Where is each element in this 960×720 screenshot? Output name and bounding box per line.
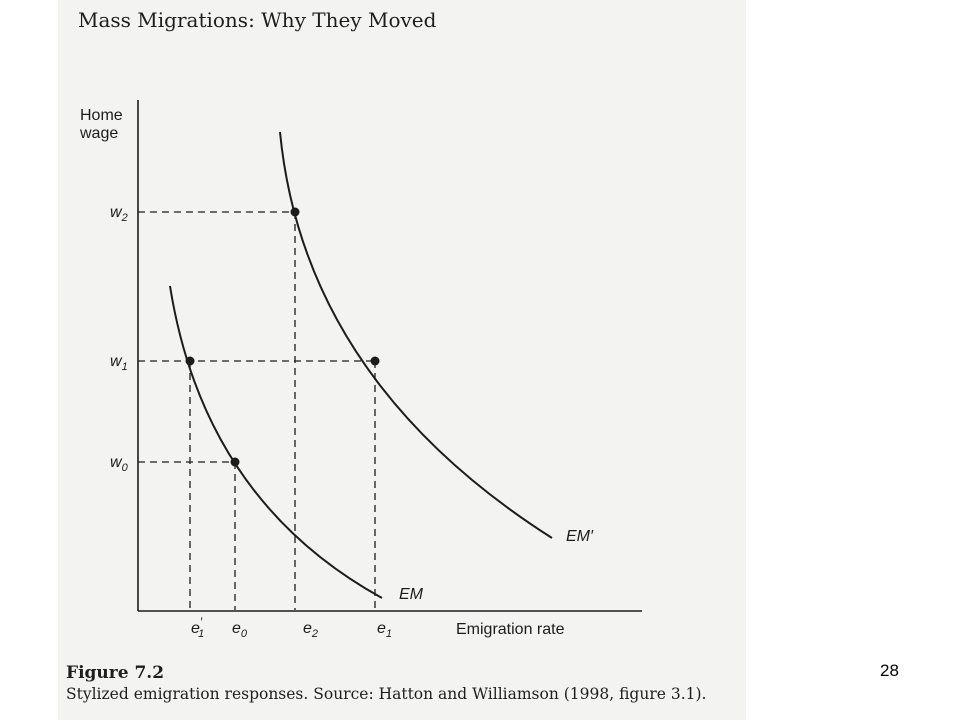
slide-page-number: 28 (880, 661, 899, 680)
point-w1-e1 (371, 357, 380, 366)
scanned-page (58, 0, 746, 720)
x-axis-label: Emigration rate (456, 621, 565, 638)
figure-number: Figure 7.2 (66, 663, 165, 683)
running-title: Mass Migrations: Why They Moved (78, 8, 437, 32)
point-w2-e2 (291, 208, 300, 217)
em-curve-label: EM (399, 586, 423, 603)
point-w1-e1prime (186, 357, 195, 366)
em-prime-curve (280, 132, 552, 538)
em-curve (170, 286, 382, 598)
x-tick-e1prime: e′ 1 (191, 615, 205, 640)
x-tick-e1: $e_1$ (377, 620, 393, 640)
figure-caption-text: Stylized emigration responses. Source: Hatton and Williamson (1998, figure 3.1). (66, 685, 707, 703)
y-axis-label-line1: Home (80, 107, 123, 124)
y-tick-w0: $w_0$ (110, 454, 128, 474)
y-tick-w2: $w_2$ (110, 204, 128, 224)
em-prime-curve-label: EM′ (566, 528, 593, 545)
point-w0-e0 (231, 458, 240, 467)
x-tick-e0: $e_0$ (232, 620, 248, 640)
y-tick-w1: $w_1$ (110, 353, 128, 373)
emigration-figure (58, 0, 746, 660)
x-tick-e2: $e_2$ (303, 620, 319, 640)
figure-caption (66, 663, 706, 705)
y-axis-label-line2: wage (80, 125, 119, 142)
